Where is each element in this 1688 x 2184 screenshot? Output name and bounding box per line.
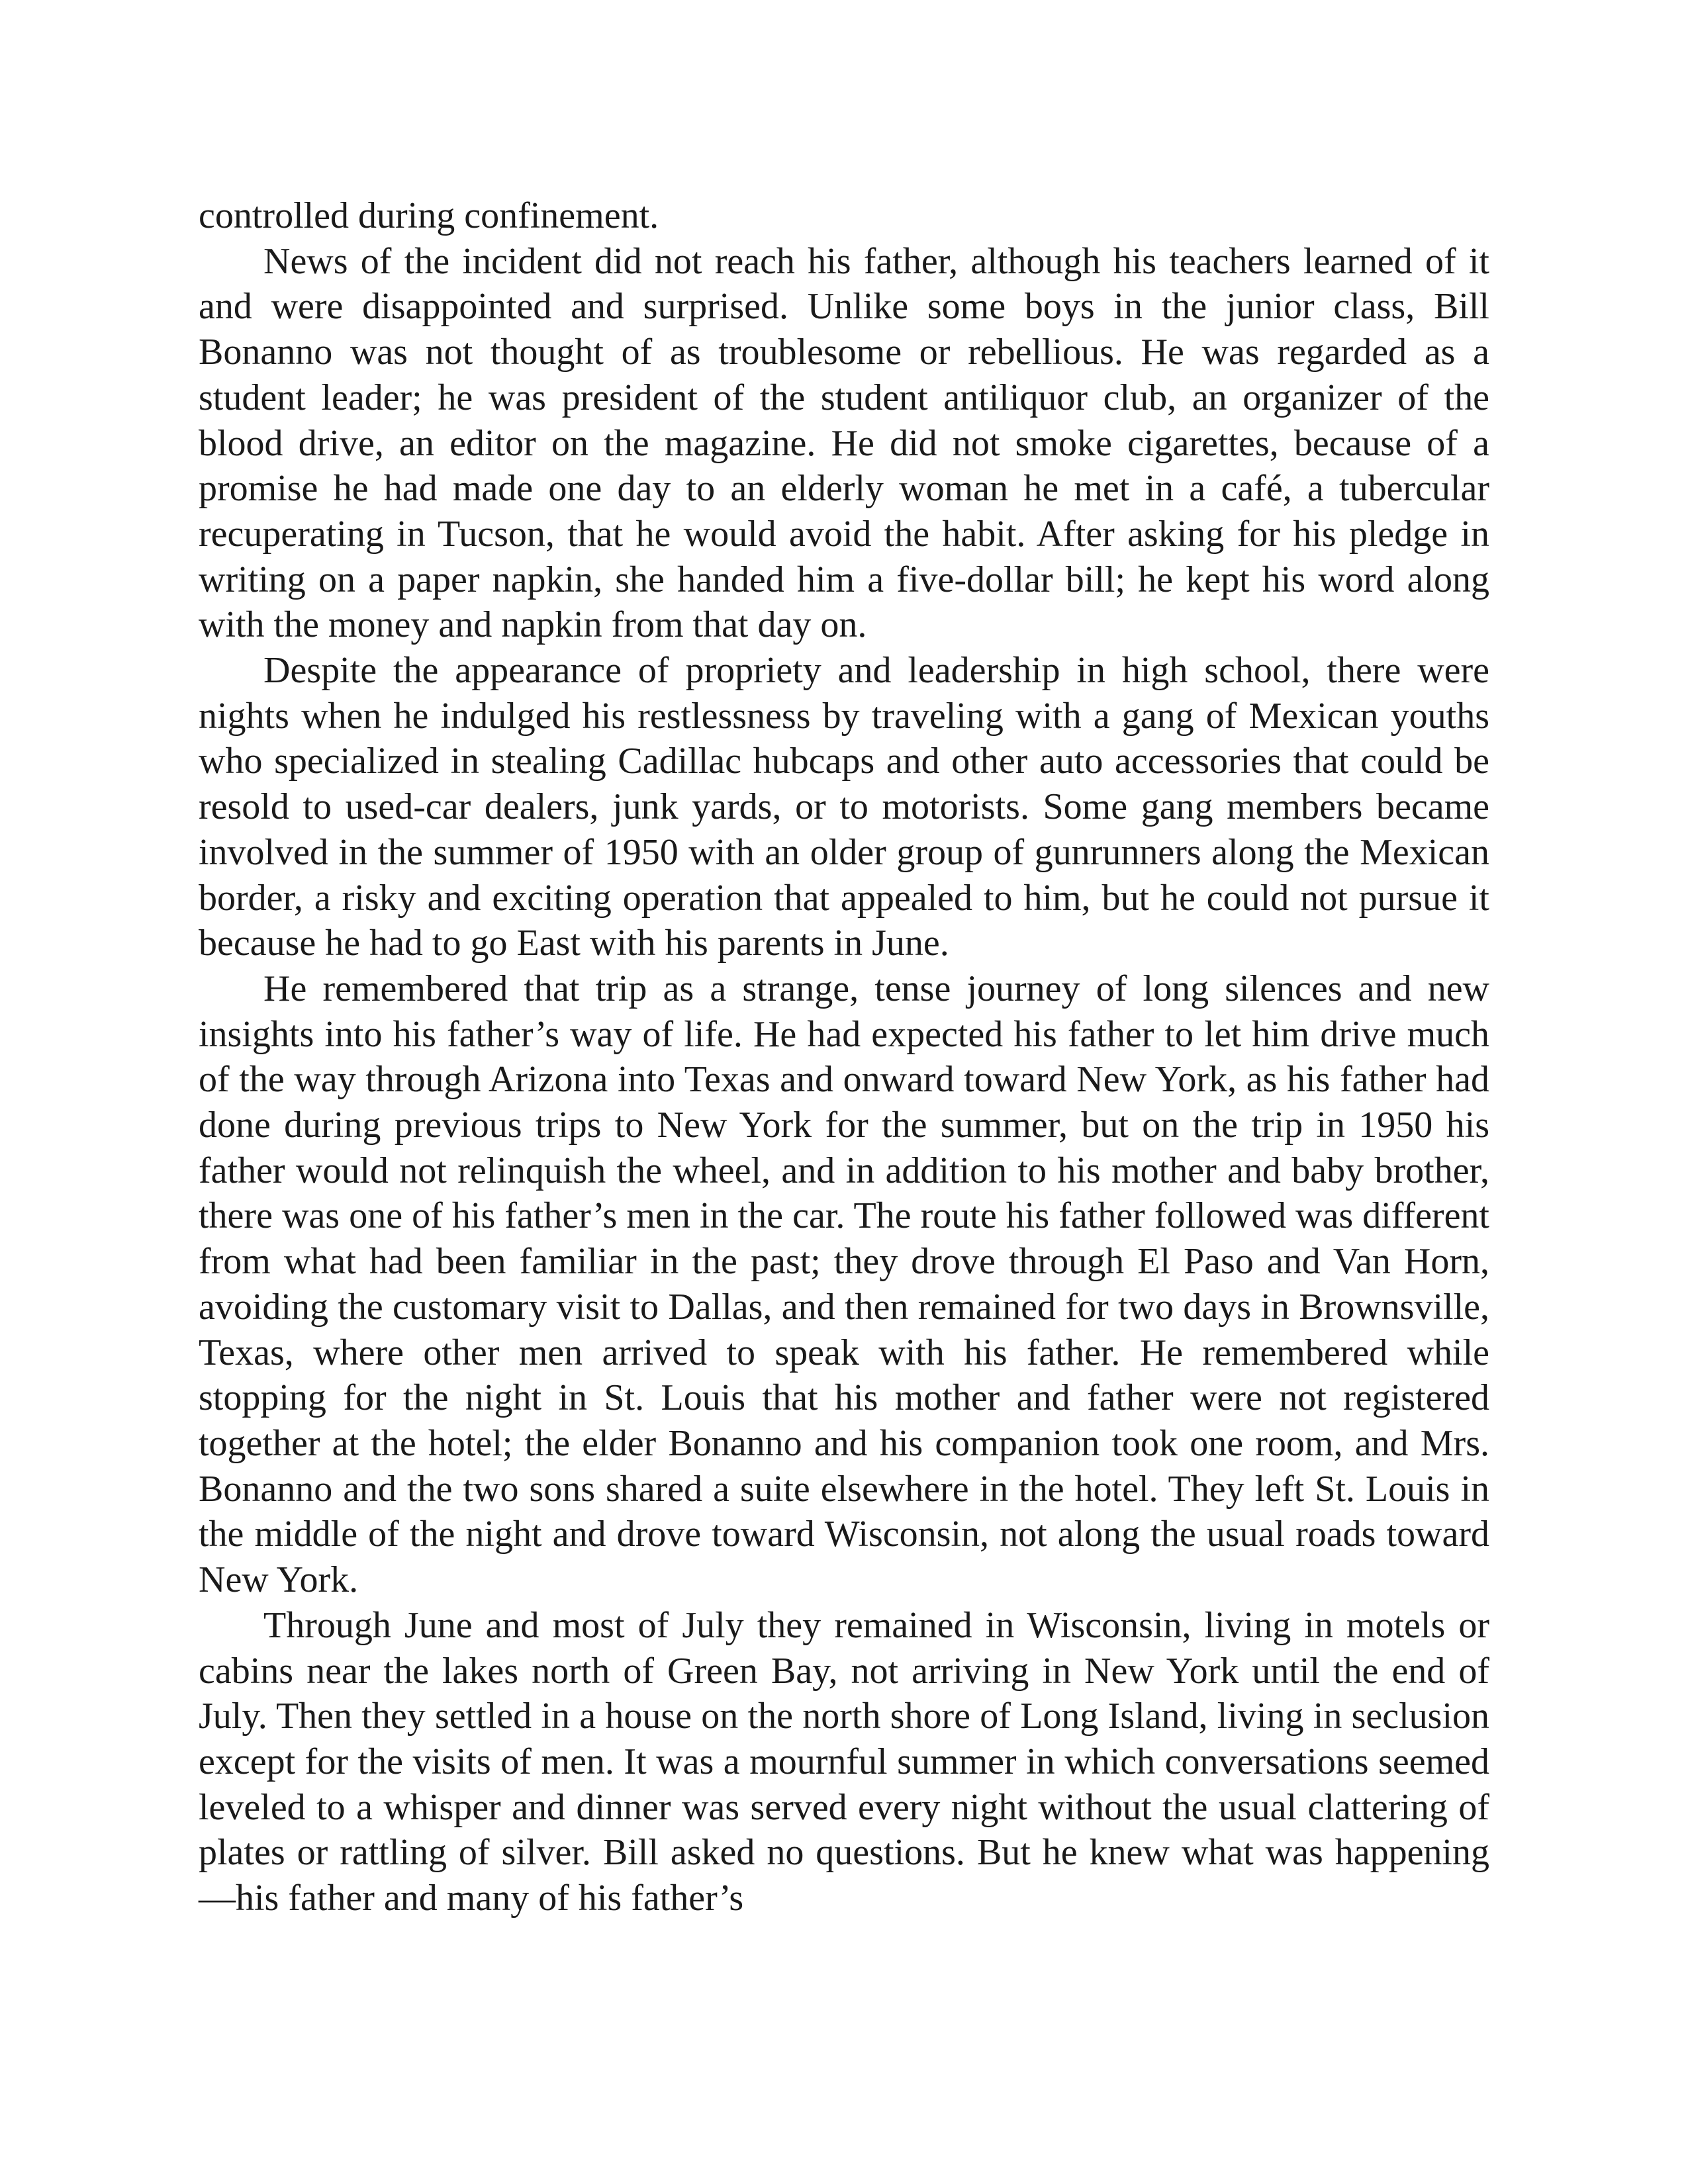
- book-page: [199, 193, 1489, 1921]
- paragraph-teachers-incident: News of the incident did not reach his father, although his teachers learned of it and were disappointed and surprised. Unlike some boys in the junior class, Bill Bonanno was not thought of as troublesome or rebellious. He was regarded as a student leader; he was president of the student antiliquor club, an organizer of the blood drive, an editor on the magazine. He did not smoke cigarettes, because of a promise he had made one day to an elderly woman he met in a café, a tubercular recuperating in Tucson, that he would avoid the habit. After asking for his pledge in writing on a paper napkin, she handed him a five-dollar bill; he kept his word along with the money and napkin from that day on.: [199, 240, 1489, 646]
- paragraph-trip-east: He remembered that trip as a strange, tense journey of long silences and new insights into his father’s way of life. He had expected his father to let him drive much of the way through Arizona into Texas and onward toward New York, as his father had done during previous trips to New York for the summer, but on the trip in 1950 his father would not relinquish the wheel, and in addition to his mother and baby brother, there was one of his father’s men in the car. The route his father followed was different from what had been familiar in the past; they drove through El Paso and Van Horn, avoiding the customary visit to Dallas, and then remained for two days in Brownsville, Texas, where other men arrived to speak with his father. He remembered while stopping for the night in St. Louis that his mother and father were not registered together at the hotel; the elder Bonanno and his companion took one room, and Mrs. Bonanno and the two sons shared a suite elsewhere in the hotel. They left St. Louis in the middle of the night and drove toward Wisconsin, not along the usual roads toward New York.: [199, 968, 1489, 1601]
- paragraph-mexican-gang: Despite the appearance of propriety and leadership in high school, there were nights when he indulged his restlessness by traveling with a gang of Mexican youths who specialized in stealing Cadillac hubcaps and other auto accessories that could be resold to used-car dealers, junk yards, or to motorists. Some gang members became involved in the summer of 1950 with an older group of gunrunners along the Mexican border, a risky and exciting operation that appealed to him, but he could not pursue it because he had to go East with his parents in June.: [199, 650, 1489, 964]
- paragraph-continued: controlled during confinement.: [199, 195, 659, 236]
- paragraph-wisconsin-summer: Through June and most of July they remained in Wisconsin, living in motels or cabins near the lakes north of Green Bay, not arriving in New York until the end of July. Then they settled in a house on the north shore of Long Island, living in seclusion except for the visits of men. It was a mournful summer in which conversations seemed leveled to a whisper and dinner was served every night without the usual clattering of plates or rattling of silver. Bill asked no questions. But he knew what was happening—his father and many of his father’s: [199, 1604, 1489, 1919]
